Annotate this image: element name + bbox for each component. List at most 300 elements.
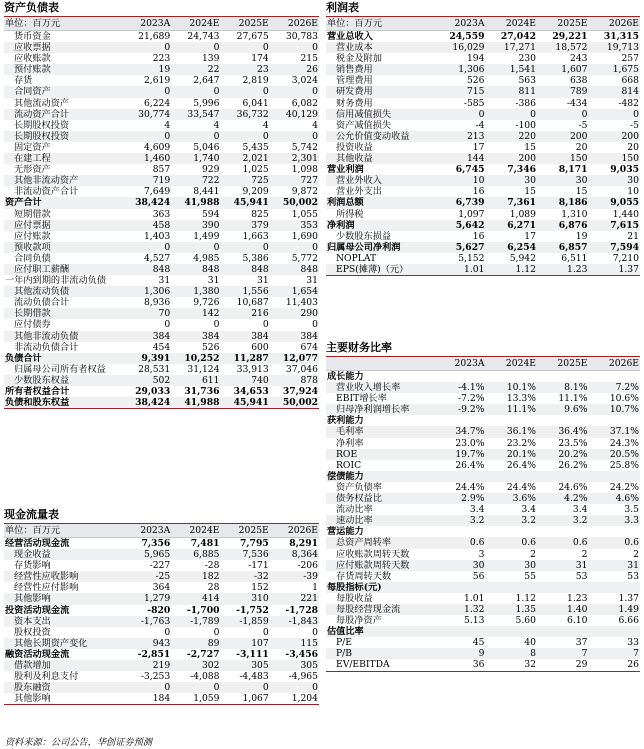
value-cell: 5,772 xyxy=(291,252,318,264)
row-label: 预付账款 xyxy=(4,64,122,75)
table-row xyxy=(326,438,640,449)
table-row xyxy=(326,515,640,526)
value-cell: 0 xyxy=(171,86,220,97)
value-cell: -4,483 xyxy=(239,671,269,683)
value-cell: 594 xyxy=(201,208,220,220)
header-row xyxy=(4,17,319,31)
value-cell: 50,002 xyxy=(270,197,319,208)
value-cell: 37 xyxy=(575,637,588,649)
value-cell: 243 xyxy=(569,53,588,65)
year-header: 2024E xyxy=(171,17,220,31)
table-row xyxy=(4,75,319,86)
value-cell: 458 xyxy=(122,220,171,231)
value-cell: 1.32 xyxy=(434,604,486,615)
row-label: 归母净利润增长率 xyxy=(326,404,434,415)
year-header: 2025E xyxy=(221,524,270,538)
value-cell xyxy=(434,526,486,537)
row-label: 其他非流动资产 xyxy=(4,175,122,186)
value-cell: 7,346 xyxy=(507,164,536,176)
value-cell: 1,607 xyxy=(537,64,589,75)
row-label: 税金及附加 xyxy=(336,53,382,65)
value-cell: 7,536 xyxy=(221,549,270,560)
value-cell: 3.6% xyxy=(486,493,538,504)
value-cell: 7,210 xyxy=(612,252,639,264)
value-cell: 1,097 xyxy=(458,208,485,220)
value-cell: 638 xyxy=(569,75,588,87)
table-row xyxy=(4,64,319,75)
year-header: 2025E xyxy=(537,17,589,31)
table-row xyxy=(4,616,319,627)
row-label: 获利能力 xyxy=(327,415,364,427)
value-cell: 23 xyxy=(221,64,270,75)
value-cell: 727 xyxy=(270,175,319,186)
value-cell: 1.37 xyxy=(618,592,639,604)
table-row xyxy=(4,42,319,53)
value-cell: 6,511 xyxy=(561,252,588,264)
value-cell: 0 xyxy=(171,131,220,142)
balance-sheet-table xyxy=(4,17,319,409)
value-cell: 379 xyxy=(221,220,270,231)
year-header: 2025E xyxy=(221,17,270,31)
row-label: 营业总收入 xyxy=(327,31,373,42)
value-cell: -171 xyxy=(248,560,269,572)
value-cell: 38,424 xyxy=(122,197,171,208)
year-header: 2024E xyxy=(486,357,538,371)
unit-label: 单位：百万元 xyxy=(326,17,434,31)
value-cell: 825 xyxy=(251,208,269,220)
year-header: 2026E xyxy=(270,524,319,538)
value-cell: 200 xyxy=(589,131,641,142)
row-label: 负债合计 xyxy=(4,353,122,364)
value-cell: 10,687 xyxy=(236,297,269,309)
value-cell: 1,067 xyxy=(221,693,270,705)
value-cell: 0 xyxy=(486,109,538,120)
value-cell: 150 xyxy=(537,153,589,164)
value-cell: 30 xyxy=(486,175,538,186)
value-cell: 3.2 xyxy=(486,515,538,526)
row-label: 其他收益 xyxy=(326,153,434,164)
value-cell: 7.2% xyxy=(589,382,641,393)
value-cell: 1,059 xyxy=(171,693,220,705)
table-row xyxy=(326,109,640,120)
value-cell: -25 xyxy=(122,571,171,582)
value-cell: 1.01 xyxy=(434,264,486,276)
value-cell: 943 xyxy=(122,638,171,649)
row-label: 无形资产 xyxy=(14,164,51,176)
value-cell: 9,209 xyxy=(242,186,269,198)
year-header: 2023A xyxy=(434,17,486,31)
value-cell: 17,271 xyxy=(486,42,538,53)
value-cell: 89 xyxy=(171,638,220,649)
value-cell: 19 xyxy=(122,64,171,75)
row-label: EPS(摊薄)（元） xyxy=(326,264,434,276)
value-cell: 668 xyxy=(621,75,639,87)
value-cell: 70 xyxy=(122,308,171,319)
row-label: 少数股东权益 xyxy=(4,375,122,386)
row-label: 营业利润 xyxy=(327,164,364,176)
value-cell: 31,315 xyxy=(603,31,639,42)
value-cell: -28 xyxy=(204,560,220,572)
value-cell: 27,675 xyxy=(236,31,269,42)
value-cell: 384 xyxy=(122,331,171,342)
table-row xyxy=(326,209,640,220)
row-label: ROE xyxy=(326,449,434,460)
income-statement-panel xyxy=(326,0,640,276)
row-label: P/E xyxy=(336,637,352,649)
value-cell: 200 xyxy=(537,131,589,142)
value-cell: 6,254 xyxy=(486,242,538,253)
value-cell: 390 xyxy=(171,220,220,231)
value-cell: 11,403 xyxy=(285,297,318,309)
value-cell: 37,046 xyxy=(285,363,318,375)
income-statement-title: 利润表 xyxy=(326,0,640,17)
table-row xyxy=(4,538,319,550)
row-label: 估值比率 xyxy=(326,626,434,637)
year-header: 2024E xyxy=(486,17,538,31)
value-cell: -4,088 xyxy=(190,671,220,683)
unit-label: 单位：百万元 xyxy=(4,524,122,538)
value-cell: 1,025 xyxy=(242,164,269,176)
value-cell: 7,615 xyxy=(589,220,641,231)
table-row xyxy=(4,31,319,43)
value-cell: 1.12 xyxy=(486,264,538,276)
value-cell: 725 xyxy=(221,175,270,186)
value-cell: 0 xyxy=(270,86,319,97)
table-row xyxy=(4,308,319,319)
row-label: 流动比率 xyxy=(336,504,373,516)
year-header: 2024E xyxy=(171,524,220,538)
row-label: 其他流动资产 xyxy=(14,97,70,109)
cash-flow-title: 现金流量表 xyxy=(4,507,319,524)
row-label: 营业成本 xyxy=(326,42,434,53)
value-cell: 814 xyxy=(589,86,641,97)
value-cell: 9,726 xyxy=(193,297,220,309)
value-cell: 6,885 xyxy=(171,549,220,560)
value-cell: 6,224 xyxy=(143,97,171,109)
table-row xyxy=(4,131,319,142)
value-cell: 30 xyxy=(537,175,589,186)
value-cell xyxy=(589,526,641,537)
value-cell: 10 xyxy=(434,175,486,186)
row-label: EV/EBITDA xyxy=(326,659,434,671)
value-cell: 740 xyxy=(221,375,270,386)
value-cell: 789 xyxy=(537,86,589,97)
value-cell: 20 xyxy=(575,141,588,153)
value-cell: 3.2 xyxy=(434,515,486,526)
table-row xyxy=(326,164,640,175)
table-row xyxy=(4,253,319,264)
value-cell: 674 xyxy=(300,341,318,353)
value-cell: 0 xyxy=(262,626,269,638)
row-label: 营业收入增长率 xyxy=(326,382,434,393)
value-cell: -820 xyxy=(147,604,171,616)
financial-ratios-panel xyxy=(326,340,640,672)
value-cell: 0 xyxy=(537,109,589,120)
value-cell: 363 xyxy=(152,208,171,220)
table-row xyxy=(326,131,640,142)
table-row xyxy=(4,209,319,220)
row-label: 归属母公司净利润 xyxy=(326,242,434,253)
value-cell: 36.1% xyxy=(486,426,538,437)
value-cell: 5,996 xyxy=(193,97,220,109)
value-cell: 1,541 xyxy=(486,64,538,75)
table-row xyxy=(326,382,640,393)
value-cell: 384 xyxy=(171,331,220,342)
value-cell xyxy=(589,626,641,637)
value-cell: 1 xyxy=(312,582,318,594)
value-cell: 33,913 xyxy=(236,363,269,375)
value-cell: 184 xyxy=(122,693,171,705)
value-cell: 215 xyxy=(300,53,318,65)
value-cell: 26 xyxy=(589,659,641,671)
value-cell: 45 xyxy=(472,637,485,649)
value-cell: 53 xyxy=(575,570,588,582)
value-cell: 0 xyxy=(221,682,270,693)
value-cell: 30,774 xyxy=(122,109,171,120)
row-label: 营运能力 xyxy=(327,526,364,538)
row-label: 应收票据 xyxy=(4,42,122,53)
value-cell: 384 xyxy=(270,331,319,342)
value-cell: 4 xyxy=(312,119,318,131)
value-cell: 2,647 xyxy=(193,75,220,87)
year-header: 2026E xyxy=(270,17,319,31)
value-cell: 5,742 xyxy=(291,141,318,153)
table-row xyxy=(326,220,640,231)
table-row xyxy=(4,164,319,175)
value-cell: 144 xyxy=(434,153,486,164)
table-row xyxy=(326,415,640,426)
value-cell: 1,499 xyxy=(193,230,220,242)
value-cell xyxy=(486,471,538,482)
table-row xyxy=(4,319,319,330)
value-cell: 10.7% xyxy=(589,404,641,415)
value-cell: 929 xyxy=(201,164,220,176)
value-cell xyxy=(434,371,486,383)
value-cell: 5,942 xyxy=(509,252,536,264)
value-cell: 16,029 xyxy=(434,42,486,53)
value-cell: 29,033 xyxy=(135,386,171,397)
value-cell: 1,098 xyxy=(291,164,318,176)
table-row xyxy=(4,175,319,186)
value-cell xyxy=(537,526,589,537)
value-cell: 1,556 xyxy=(221,286,270,297)
value-cell: 6.66 xyxy=(618,615,639,627)
value-cell: 28,531 xyxy=(138,363,171,375)
value-cell: 20 xyxy=(627,141,639,153)
value-cell: 1.49 xyxy=(589,604,641,615)
value-cell: 6,745 xyxy=(455,164,485,176)
value-cell: 9.6% xyxy=(537,404,589,415)
value-cell xyxy=(537,626,589,637)
value-cell: 0 xyxy=(122,682,171,693)
value-cell: 1,306 xyxy=(434,64,486,75)
value-cell: 23.5% xyxy=(558,437,588,449)
table-row xyxy=(326,393,640,404)
row-label: 净利润 xyxy=(326,220,434,231)
value-cell: 10 xyxy=(627,186,639,198)
value-cell: 8,364 xyxy=(270,549,319,560)
row-label: 合同资产 xyxy=(4,86,122,97)
row-label: 货币资金 xyxy=(14,31,51,42)
table-row xyxy=(326,537,640,548)
value-cell: 5,642 xyxy=(434,220,486,231)
value-cell: 10,252 xyxy=(171,353,220,364)
value-cell: 41,988 xyxy=(171,197,220,208)
value-cell: 0 xyxy=(213,626,220,638)
row-label: 偿债能力 xyxy=(326,471,434,482)
value-cell: 174 xyxy=(251,53,269,65)
row-label: 股东融资 xyxy=(4,682,122,693)
table-row xyxy=(4,264,319,275)
row-label: 其他影响 xyxy=(4,593,122,604)
value-cell: 30 xyxy=(434,560,486,571)
value-cell: 7 xyxy=(537,648,589,659)
row-label: 股权投资 xyxy=(14,626,51,638)
table-row xyxy=(326,604,640,615)
value-cell: -2,727 xyxy=(186,648,220,660)
value-cell: 0 xyxy=(270,242,319,253)
value-cell: 0.6 xyxy=(434,537,486,548)
row-label: 投资活动现金流 xyxy=(5,604,70,616)
row-label: 资产减值损失 xyxy=(336,119,392,131)
value-cell: 0 xyxy=(171,42,220,53)
value-cell: -482 xyxy=(618,97,639,109)
value-cell: 6,857 xyxy=(537,242,589,253)
value-cell: 8,936 xyxy=(143,297,171,309)
row-label: 负债和股东权益 xyxy=(4,397,122,409)
value-cell: 45,941 xyxy=(221,197,270,208)
row-label: 少数股东损益 xyxy=(336,230,392,242)
row-label: 合同负债 xyxy=(14,252,51,264)
value-cell: 0.6 xyxy=(537,537,589,548)
value-cell: 4,985 xyxy=(193,252,220,264)
value-cell: 21 xyxy=(627,230,639,242)
table-row xyxy=(4,342,319,353)
table-row xyxy=(326,142,640,153)
value-cell: 23.2% xyxy=(506,437,536,449)
value-cell: 11.1% xyxy=(558,393,588,405)
value-cell: 19 xyxy=(575,230,588,242)
year-header: 2026E xyxy=(589,17,641,31)
value-cell: 8,291 xyxy=(289,538,318,549)
value-cell: 0 xyxy=(221,86,270,97)
value-cell: 302 xyxy=(171,660,220,671)
value-cell: 4.6% xyxy=(589,493,641,504)
value-cell: 0 xyxy=(270,131,319,142)
year-header: 2023A xyxy=(122,524,171,538)
value-cell: 5,627 xyxy=(434,242,486,253)
unit-label xyxy=(326,357,434,371)
value-cell: 56 xyxy=(472,570,485,582)
value-cell: 1,675 xyxy=(589,64,641,75)
value-cell: 600 xyxy=(251,341,269,353)
row-label: 短期借款 xyxy=(14,208,51,220)
table-row xyxy=(326,31,640,43)
value-cell xyxy=(589,471,641,482)
value-cell: 40,129 xyxy=(270,109,319,120)
value-cell: 0 xyxy=(221,42,270,53)
row-label: 存货周转天数 xyxy=(336,570,392,582)
value-cell: 26.2% xyxy=(558,459,588,471)
value-cell: 502 xyxy=(122,375,171,386)
row-label: 固定资产 xyxy=(14,141,51,153)
table-row xyxy=(326,186,640,197)
value-cell: -1,789 xyxy=(171,616,220,627)
value-cell: 1,460 xyxy=(122,153,171,164)
value-cell: 1,740 xyxy=(171,153,220,164)
row-label: 归属母公司所有者权益 xyxy=(14,363,106,375)
table-row xyxy=(4,682,319,693)
value-cell: 1,279 xyxy=(122,593,171,604)
value-cell: 0.6 xyxy=(589,537,641,548)
value-cell: 0 xyxy=(171,242,220,253)
value-cell: 1,403 xyxy=(143,230,171,242)
value-cell: 26.4% xyxy=(455,459,485,471)
table-row xyxy=(4,605,319,616)
value-cell: -206 xyxy=(297,560,318,572)
table-row xyxy=(326,64,640,75)
value-cell: 811 xyxy=(486,86,538,97)
value-cell: 15 xyxy=(524,141,536,153)
row-label: 毛利率 xyxy=(326,426,434,437)
value-cell: 24,559 xyxy=(449,31,485,42)
table-row xyxy=(326,582,640,593)
value-cell: 50,002 xyxy=(270,397,319,409)
value-cell: 290 xyxy=(270,308,319,319)
table-row xyxy=(4,660,319,671)
table-row xyxy=(326,626,640,637)
value-cell: 2.9% xyxy=(434,493,486,504)
row-label: 存货 xyxy=(14,75,33,87)
table-row xyxy=(326,264,640,276)
value-cell: -3,456 xyxy=(285,648,318,660)
value-cell: 9,055 xyxy=(589,197,641,208)
value-cell: 5,046 xyxy=(193,141,220,153)
value-cell: -1,859 xyxy=(221,616,270,627)
value-cell: 0 xyxy=(262,319,269,331)
value-cell: 20.1% xyxy=(486,449,538,460)
row-label: 现金收益 xyxy=(4,549,122,560)
value-cell: 305 xyxy=(221,660,270,671)
value-cell: 194 xyxy=(466,53,485,65)
year-header: 2025E xyxy=(537,357,589,371)
value-cell: 526 xyxy=(201,341,220,353)
value-cell: -100 xyxy=(515,119,536,131)
value-cell: 2,021 xyxy=(221,153,270,164)
value-cell: 848 xyxy=(270,264,319,275)
value-cell: 3 xyxy=(478,548,485,560)
value-cell: 563 xyxy=(518,75,536,87)
row-label: 经营性应收影响 xyxy=(4,571,122,582)
value-cell: 29 xyxy=(537,659,589,671)
value-cell: 1,690 xyxy=(291,230,318,242)
row-label: 预收款项 xyxy=(4,242,122,253)
value-cell: 6,739 xyxy=(434,197,486,208)
header-row xyxy=(4,524,319,538)
value-cell: 142 xyxy=(171,308,220,319)
table-row xyxy=(4,286,319,297)
row-label: 所有者权益合计 xyxy=(5,386,70,397)
value-cell: 10.6% xyxy=(609,393,639,405)
row-label: 应付票据 xyxy=(4,220,122,231)
value-cell: 7,594 xyxy=(589,242,641,253)
table-row xyxy=(326,120,640,131)
value-cell: 0 xyxy=(434,109,486,120)
table-row xyxy=(4,353,319,364)
table-row xyxy=(326,637,640,648)
value-cell: 1,055 xyxy=(291,208,318,220)
value-cell: 848 xyxy=(171,264,220,275)
